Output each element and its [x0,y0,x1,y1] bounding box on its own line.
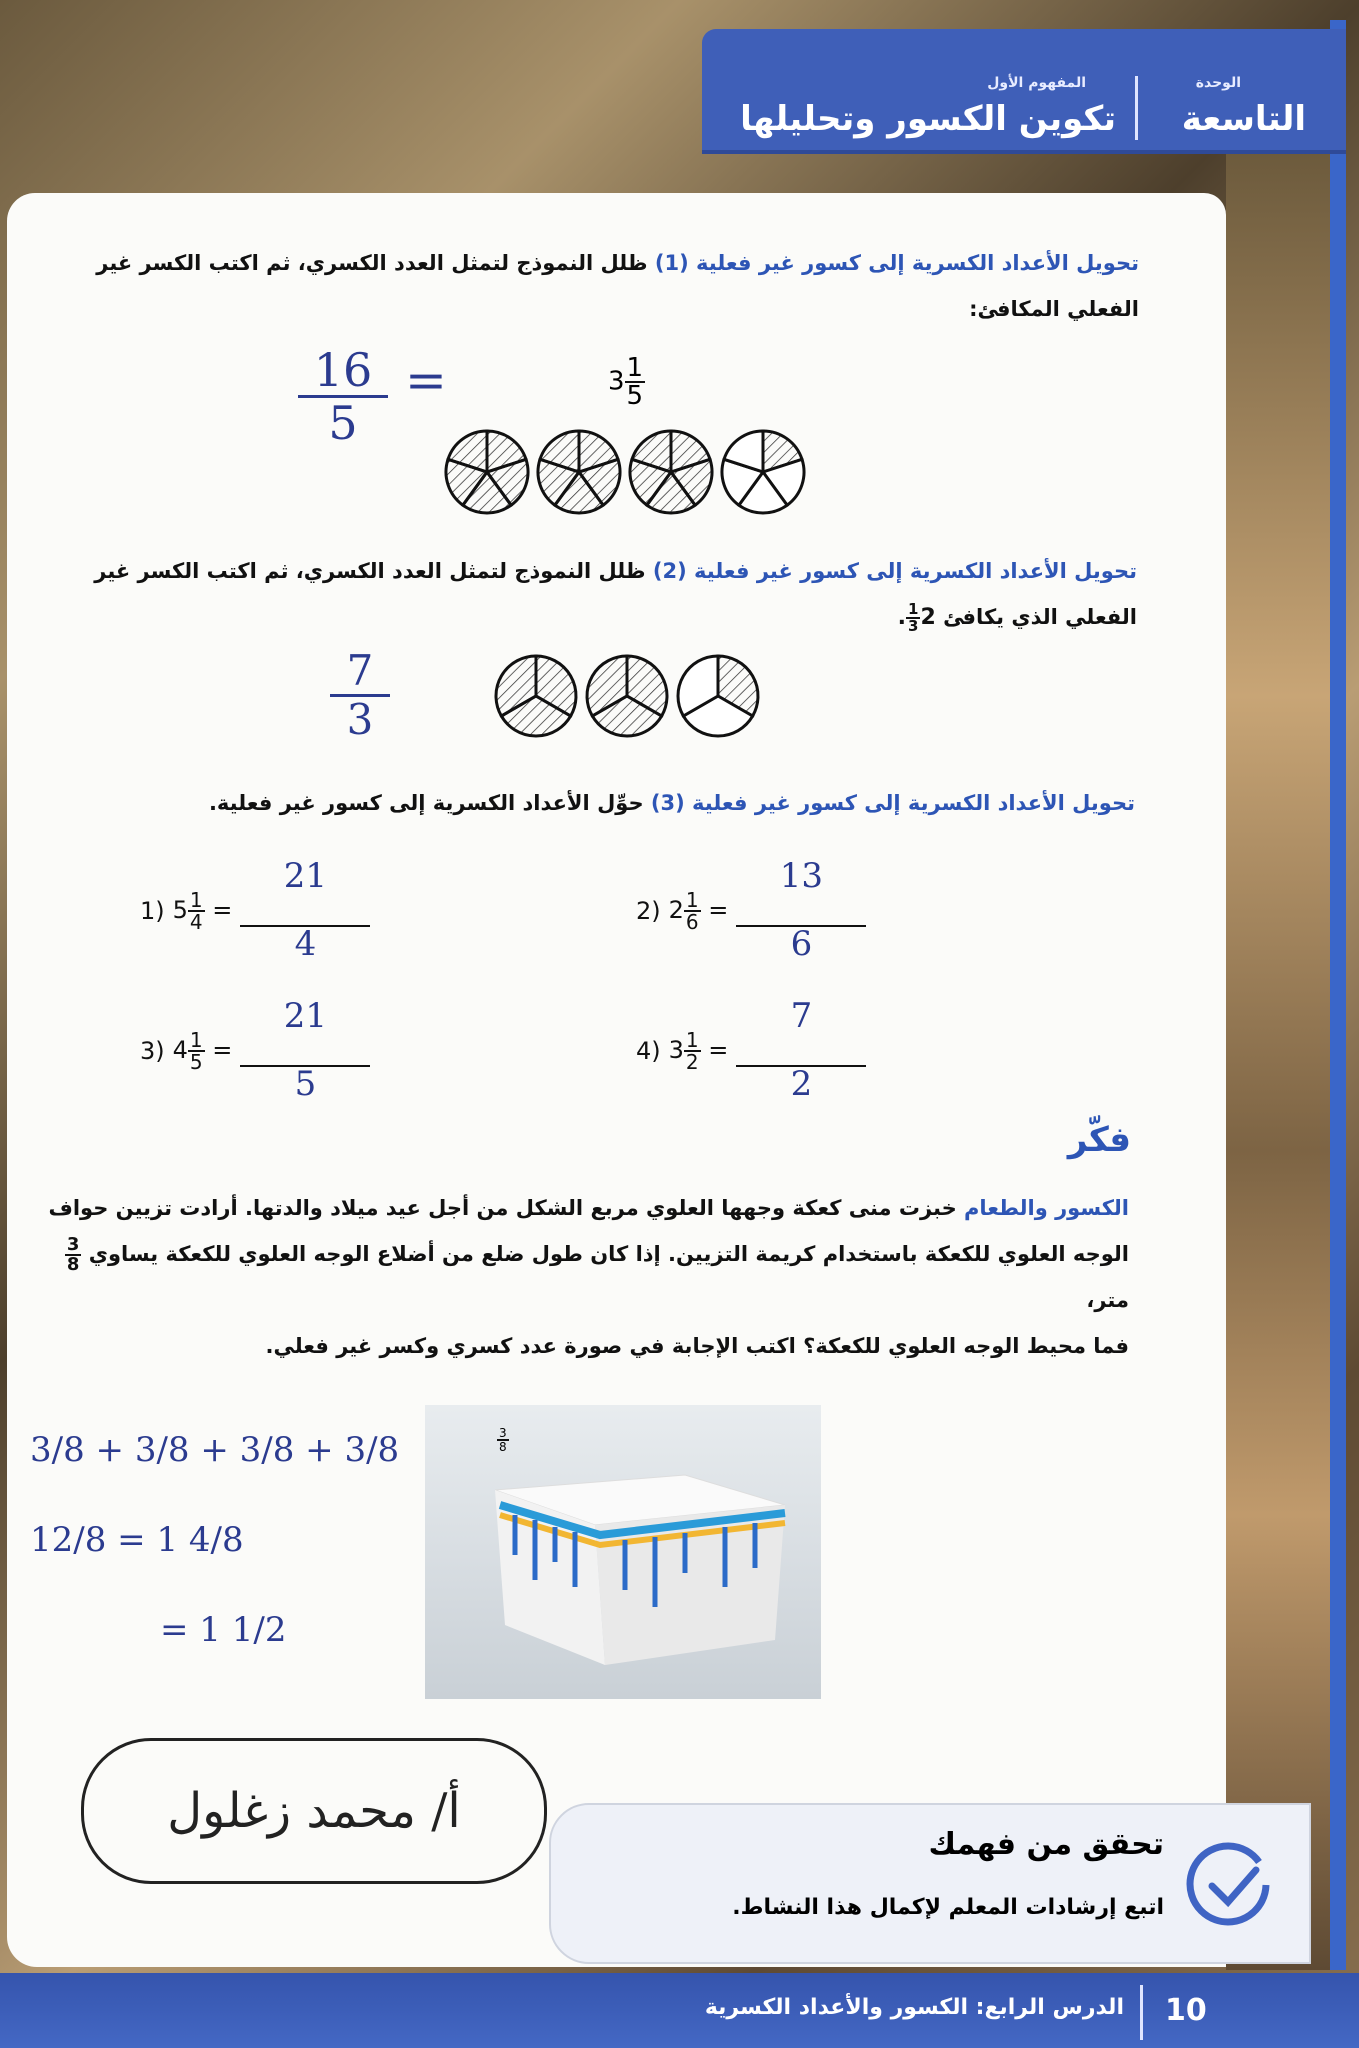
fraction-circle[interactable] [496,656,576,736]
section2-text: تحويل الأعداد الكسرية إلى كسور غير فعلية (2) ظلل النموذج لتمثل العدد الكسري، ثم اكتب الكسر غير الفعلي الذي يكافئ 2 $\frac{1}{3}$ . [94,559,1137,635]
problem-line2: الوجه العلوي للكعكة باستخدام كريمة التزيين. إذا كان طول ضلع من أضلاع الوجه العلوي للكعكة يساوي [88,1242,1129,1266]
cake-illustration [425,1405,821,1699]
answer-denominator: 4 [294,924,317,964]
footer-divider [1140,1985,1143,2040]
num: 1 [189,888,203,912]
den: 6 [685,910,699,934]
answer-numerator: 21 [283,996,328,1036]
book-edge [1330,20,1346,1970]
fraction-circle[interactable] [587,656,667,736]
answer-numerator: 7 [330,648,390,697]
answer-denominator: 5 [294,1064,317,1104]
problem-line1: خبزت منى كعكة وجهها العلوي مربع الشكل من أجل عيد ميلاد والدتها. أرادت تزيين حواف [48,1196,957,1220]
think-problem [19,1185,1129,1369]
section3-title: تحويل الأعداد الكسرية إلى كسور غير فعلية (3) [650,791,1135,815]
problem-label: 4) [636,1037,661,1065]
whole: 3 [608,366,625,397]
whole: 2 [920,605,936,630]
mixed-number: 5 $\frac{1}{4}$ = [172,888,233,934]
conversion-problem [636,996,866,1104]
answer-denominator: 5 [328,396,358,450]
section3-text [25,780,1135,826]
header-divider [1135,76,1138,140]
problem-line2-end: متر، [1086,1288,1129,1312]
answer-numerator: 7 [790,996,813,1036]
section1-instruction: ظلل النموذج لتمثل العدد الكسري، ثم اكتب الكسر غير الفعلي المكافئ: [96,251,1139,321]
answer-numerator: 13 [779,856,824,896]
page-number: 10 [1165,1993,1207,2028]
den: 5 [626,381,644,411]
section1-title: تحويل الأعداد الكسرية إلى كسور غير فعلية (1) [654,251,1139,275]
think-heading: فكّر [1067,1120,1131,1160]
fraction-circle[interactable] [722,431,804,513]
den: 5 [189,1050,203,1074]
num: 1 [685,1028,699,1052]
fraction-circle[interactable] [446,431,528,513]
check-text: اتبع إرشادات المعلم لإكمال هذا النشاط. [732,1895,1164,1920]
cake-side-label [497,1427,509,1453]
answer-denominator: 6 [790,924,813,964]
whole: 3 [668,1036,684,1064]
num: 1 [626,353,644,383]
handwritten-answer-1 [298,345,388,448]
mixed-number: 3 $\frac{1}{2}$ = [668,1028,729,1074]
whole: 2 [668,896,684,924]
lesson-title: الدرس الرابع: الكسور والأعداد الكسرية [704,1995,1124,2020]
problem-label: 1) [140,897,165,925]
section1-text [29,240,1139,332]
num: 1 [908,600,919,618]
mixed-number: 4 $\frac{1}{5}$ = [172,1028,233,1074]
section2-title: تحويل الأعداد الكسرية إلى كسور غير فعلية (2) [652,559,1137,583]
den: 8 [499,1440,507,1454]
num: 3 [499,1426,507,1440]
unit-name: التاسعة [1181,99,1306,139]
den: 4 [189,910,203,934]
answer-denominator: 3 [346,695,374,744]
answer-numerator: 21 [283,856,328,896]
den: 3 [908,617,919,635]
work-line: = 1 1/2 [160,1610,287,1650]
section2-instruction: ظلل النموذج لتمثل العدد الكسري، ثم اكتب الكسر غير الفعلي الذي يكافئ [94,559,1137,629]
problem-line3: فما محيط الوجه العلوي للكعكة؟ اكتب الإجابة في صورة عدد كسري وكسر غير فعلي. [265,1334,1129,1358]
work-line: 3/8 + 3/8 + 3/8 + 3/8 [30,1430,400,1470]
num: 3 [66,1234,80,1255]
concept-name: تكوين الكسور وتحليلها [740,99,1116,139]
handwritten-equals: = [405,351,447,409]
whole: 5 [172,896,188,924]
mixed-number: 2 $\frac{1}{6}$ = [668,888,729,934]
work-line: 12/8 = 1 4/8 [30,1520,244,1560]
think-topic: الكسور والطعام [964,1196,1129,1220]
den: 8 [66,1254,80,1275]
num: 1 [189,1028,203,1052]
fraction-circle[interactable] [630,431,712,513]
answer-numerator: 16 [298,345,388,398]
problem-label: 3) [140,1037,165,1065]
conversion-problem [140,856,370,964]
conversion-problem [636,856,866,964]
teacher-signature: أ/ محمد زغلول [81,1738,547,1884]
check-understanding-box [549,1803,1311,1964]
page-footer [0,1973,1359,2048]
cake-image [425,1405,821,1699]
check-title: تحقق من فهمك [928,1827,1164,1862]
section3-instruction: حوِّل الأعداد الكسرية إلى كسور غير فعلية. [208,791,644,815]
handwritten-work [30,1405,410,1675]
unit-header [702,29,1346,154]
answer-blank[interactable] [240,996,370,1104]
answer-denominator: 2 [790,1064,813,1104]
fraction-circle[interactable] [678,656,758,736]
background-photo-strip [1226,150,1346,1970]
whole: 4 [172,1036,188,1064]
fraction-circles-model-1[interactable] [440,425,820,525]
handwritten-answer-2 [330,648,390,743]
den: 2 [685,1050,699,1074]
unit-label: الوحدة [1195,75,1241,91]
concept-label: المفهوم الأول [987,75,1086,91]
answer-blank[interactable] [736,856,866,964]
conversion-problem [140,996,370,1104]
mixed-number-1 [608,355,645,409]
fraction-circle[interactable] [538,431,620,513]
checkmark-circle-icon [1184,1840,1274,1930]
answer-blank[interactable] [736,996,866,1104]
num: 1 [685,888,699,912]
answer-blank[interactable] [240,856,370,964]
problem-label: 2) [636,897,661,925]
fraction-circles-model-2[interactable] [490,650,770,744]
